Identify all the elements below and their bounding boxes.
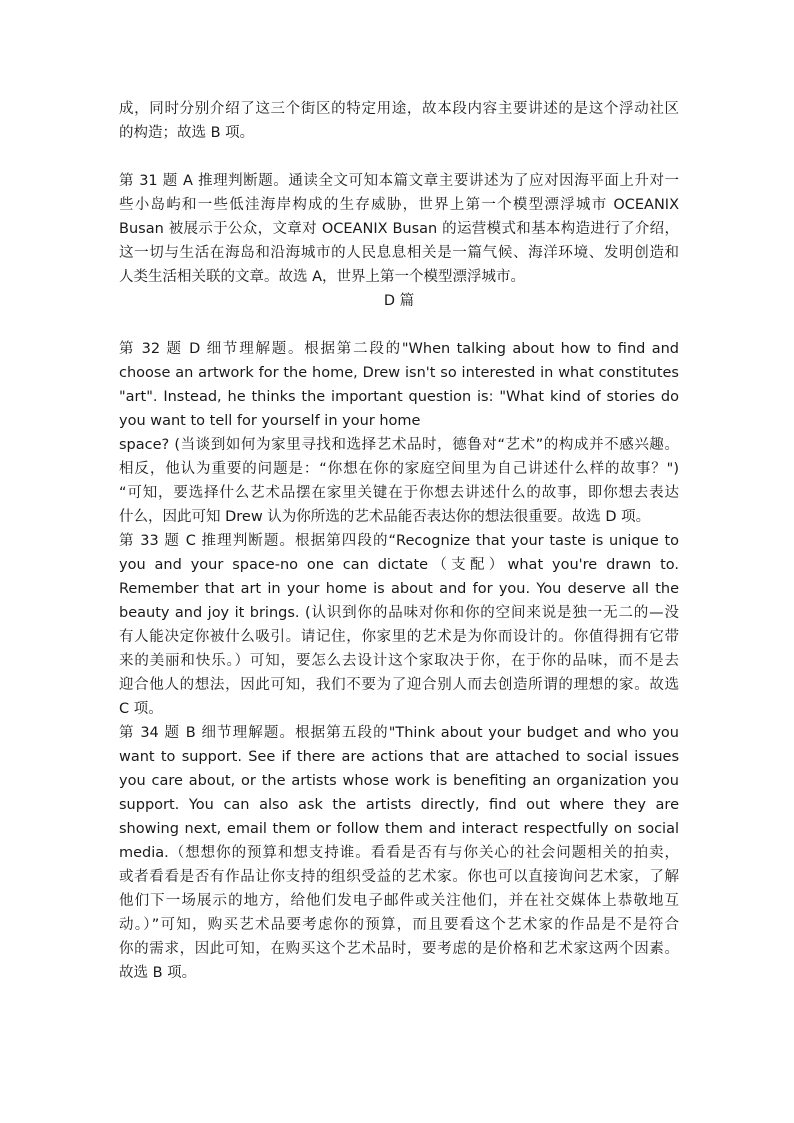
text-line: media.（想想你的预算和想支持谁。看看是否有与你关心的社会问题相关的拍卖，: [119, 845, 679, 861]
text-line: choose an artwork for the home, Drew isn't so interested in what constitutes: [119, 365, 679, 381]
paragraph-q32-q34: [119, 337, 679, 985]
text-line: 他们下一场展示的地方，给他们发电子邮件或关注他们，并在社交媒体上恭敬地互: [119, 893, 679, 909]
text-line: 些小岛屿和一些低洼海岸构成的生存威胁，世界上第一个模型漂浮城市 OCEANIX: [119, 197, 679, 213]
text-line: 这一切与生活在海岛和沿海城市的人民息息相关是一篇气候、海洋环境、发明创造和: [119, 245, 679, 261]
document-body: [119, 97, 679, 985]
text-line: want to support. See if there are actions that are attached to social issues: [119, 749, 679, 765]
text-line: 什么，因此可知 Drew 认为你所选的艺术品能否表达你的想法很重要。故选 D 项。: [119, 509, 651, 525]
paragraph-q30-end: [119, 97, 679, 145]
text-line: “可知，要选择什么艺术品摆在家里关键在于你想去讲述什么的故事，即你想去表达: [119, 485, 679, 501]
text-line: 或者看看是否有作品让你支持的组织受益的艺术家。你也可以直接询问艺术家，了解: [119, 869, 679, 885]
text-line: C 项。: [119, 701, 163, 717]
text-line: showing next, email them or follow them and interact respectfully on social: [119, 821, 679, 837]
text-line: space? (当谈到如何为家里寻找和选择艺术品时，德鲁对“艺术”的构成并不感兴趣。: [119, 437, 679, 453]
text-line: 人类生活相关联的文章。故选 A，世界上第一个模型漂浮城市。: [119, 269, 526, 285]
text-line: 第 34 题 B 细节理解题。根据第五段的"Think about your budget and who you: [119, 725, 679, 741]
text-line: 来的美丽和快乐。）可知，要怎么去设计这个家取决于你，在于你的品味，而不是去: [119, 653, 679, 669]
text-line: Remember that art in your home is about and for you. You deserve all the: [119, 581, 679, 597]
text-line: 你的需求，因此可知，在购买这个艺术品时，要考虑的是价格和艺术家这两个因素。: [119, 941, 679, 957]
paragraph-spacer: [119, 313, 679, 337]
text-line: 的构造；故选 B 项。: [119, 125, 255, 141]
text-line: you care about, or the artists whose work is benefiting an organization you: [119, 773, 679, 789]
text-line: 有人能决定你被什么吸引。请记住，你家里的艺术是为你而设计的。你值得拥有它带: [119, 629, 679, 645]
text-line: support. You can also ask the artists directly, find out where they are: [119, 797, 679, 813]
text-line: 成，同时分别介绍了这三个街区的特定用途，故本段内容主要讲述的是这个浮动社区: [119, 101, 679, 117]
text-line: 第 32 题 D 细节理解题。根据第二段的"When talking about how to find and: [119, 341, 679, 357]
paragraph-spacer: [119, 145, 679, 169]
text-line: 第 33 题 C 推理判断题。根据第四段的“Recognize that your taste is unique to: [119, 533, 679, 549]
text-line: 第 31 题 A 推理判断题。通读全文可知本篇文章主要讲述为了应对因海平面上升对一: [119, 173, 679, 189]
text-line: you and your space-no one can dictate（支配）what you're drawn to.: [119, 557, 679, 573]
text-line: 迎合他人的想法，因此可知，我们不要为了迎合别人而去创造所谓的理想的家。故选: [119, 677, 679, 693]
text-line: beauty and joy it brings. (认识到你的品味对你和你的空间来说是独一无二的—没: [119, 605, 679, 621]
text-line: 相反，他认为重要的问题是：“你想在你的家庭空间里为自己讲述什么样的故事？"): [119, 461, 679, 477]
text-line: 动。）”可知，购买艺术品要考虑你的预算，而且要看这个艺术家的作品是不是符合: [119, 917, 679, 933]
text-line: you want to tell for yourself in your home: [119, 413, 421, 429]
text-line: "art". Instead, he thinks the important question is: "What kind of stories do: [119, 389, 679, 405]
text-line: 故选 B 项。: [119, 965, 197, 981]
section-heading: D 篇: [383, 293, 415, 309]
paragraph-q31: [119, 169, 679, 289]
text-line: Busan 被展示于公众，文章对 OCEANIX Busan 的运营模式和基本构造进行了介绍，: [119, 221, 679, 237]
